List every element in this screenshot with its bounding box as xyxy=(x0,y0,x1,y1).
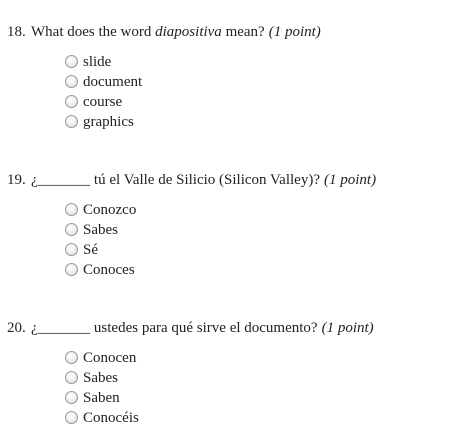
answer-option[interactable] xyxy=(65,92,142,112)
answer-option[interactable] xyxy=(65,368,139,388)
answer-label: Conozco xyxy=(83,202,137,218)
answer-option[interactable] xyxy=(65,388,139,408)
question-points: (1 point) xyxy=(321,320,374,336)
answer-option[interactable] xyxy=(65,112,142,132)
question-number: 20. xyxy=(7,320,26,336)
answer-label: graphics xyxy=(83,114,134,130)
answer-options xyxy=(65,348,139,428)
answer-option[interactable] xyxy=(65,200,136,220)
question-text: ¿_______ tú el Valle de Silicio (Silicon Valley)? xyxy=(31,172,320,188)
radio-button-icon[interactable] xyxy=(65,75,78,88)
answer-label: Saben xyxy=(83,390,120,406)
radio-button-icon[interactable] xyxy=(65,351,78,364)
question-number: 18. xyxy=(7,24,26,40)
radio-button-icon[interactable] xyxy=(65,243,78,256)
question-number: 19. xyxy=(7,172,26,188)
answer-label: slide xyxy=(83,54,112,70)
radio-button-icon[interactable] xyxy=(65,223,78,236)
answer-label: Sabes xyxy=(83,370,118,386)
answer-label: document xyxy=(83,74,143,90)
question-18-prompt xyxy=(7,23,321,41)
answer-label: Sabes xyxy=(83,222,118,238)
answer-options xyxy=(65,200,136,280)
answer-option[interactable] xyxy=(65,260,136,280)
answer-label: Conocéis xyxy=(83,410,139,426)
answer-option[interactable] xyxy=(65,52,142,72)
question-text: What does the word xyxy=(31,24,156,40)
question-20-prompt xyxy=(7,319,374,337)
radio-button-icon[interactable] xyxy=(65,391,78,404)
radio-button-icon[interactable] xyxy=(65,411,78,424)
radio-button-icon[interactable] xyxy=(65,203,78,216)
radio-button-icon[interactable] xyxy=(65,55,78,68)
question-19-prompt xyxy=(7,171,376,189)
radio-button-icon[interactable] xyxy=(65,263,78,276)
question-text-suffix: mean? xyxy=(221,24,265,40)
radio-button-icon[interactable] xyxy=(65,115,78,128)
answer-option[interactable] xyxy=(65,72,142,92)
question-points: (1 point) xyxy=(268,24,321,40)
radio-button-icon[interactable] xyxy=(65,95,78,108)
answer-label: course xyxy=(83,94,123,110)
question-points: (1 point) xyxy=(323,172,377,188)
radio-button-icon[interactable] xyxy=(65,371,78,384)
answer-option[interactable] xyxy=(65,348,139,368)
answer-options xyxy=(65,52,142,132)
answer-label: Conocen xyxy=(83,350,137,366)
question-emphasis: diapositiva xyxy=(155,24,222,40)
answer-option[interactable] xyxy=(65,240,136,260)
question-text: ¿_______ ustedes para qué sirve el documento? xyxy=(31,320,318,336)
answer-label: Conoces xyxy=(83,262,135,278)
answer-label: Sé xyxy=(83,242,98,258)
answer-option[interactable] xyxy=(65,408,139,428)
answer-option[interactable] xyxy=(65,220,136,240)
